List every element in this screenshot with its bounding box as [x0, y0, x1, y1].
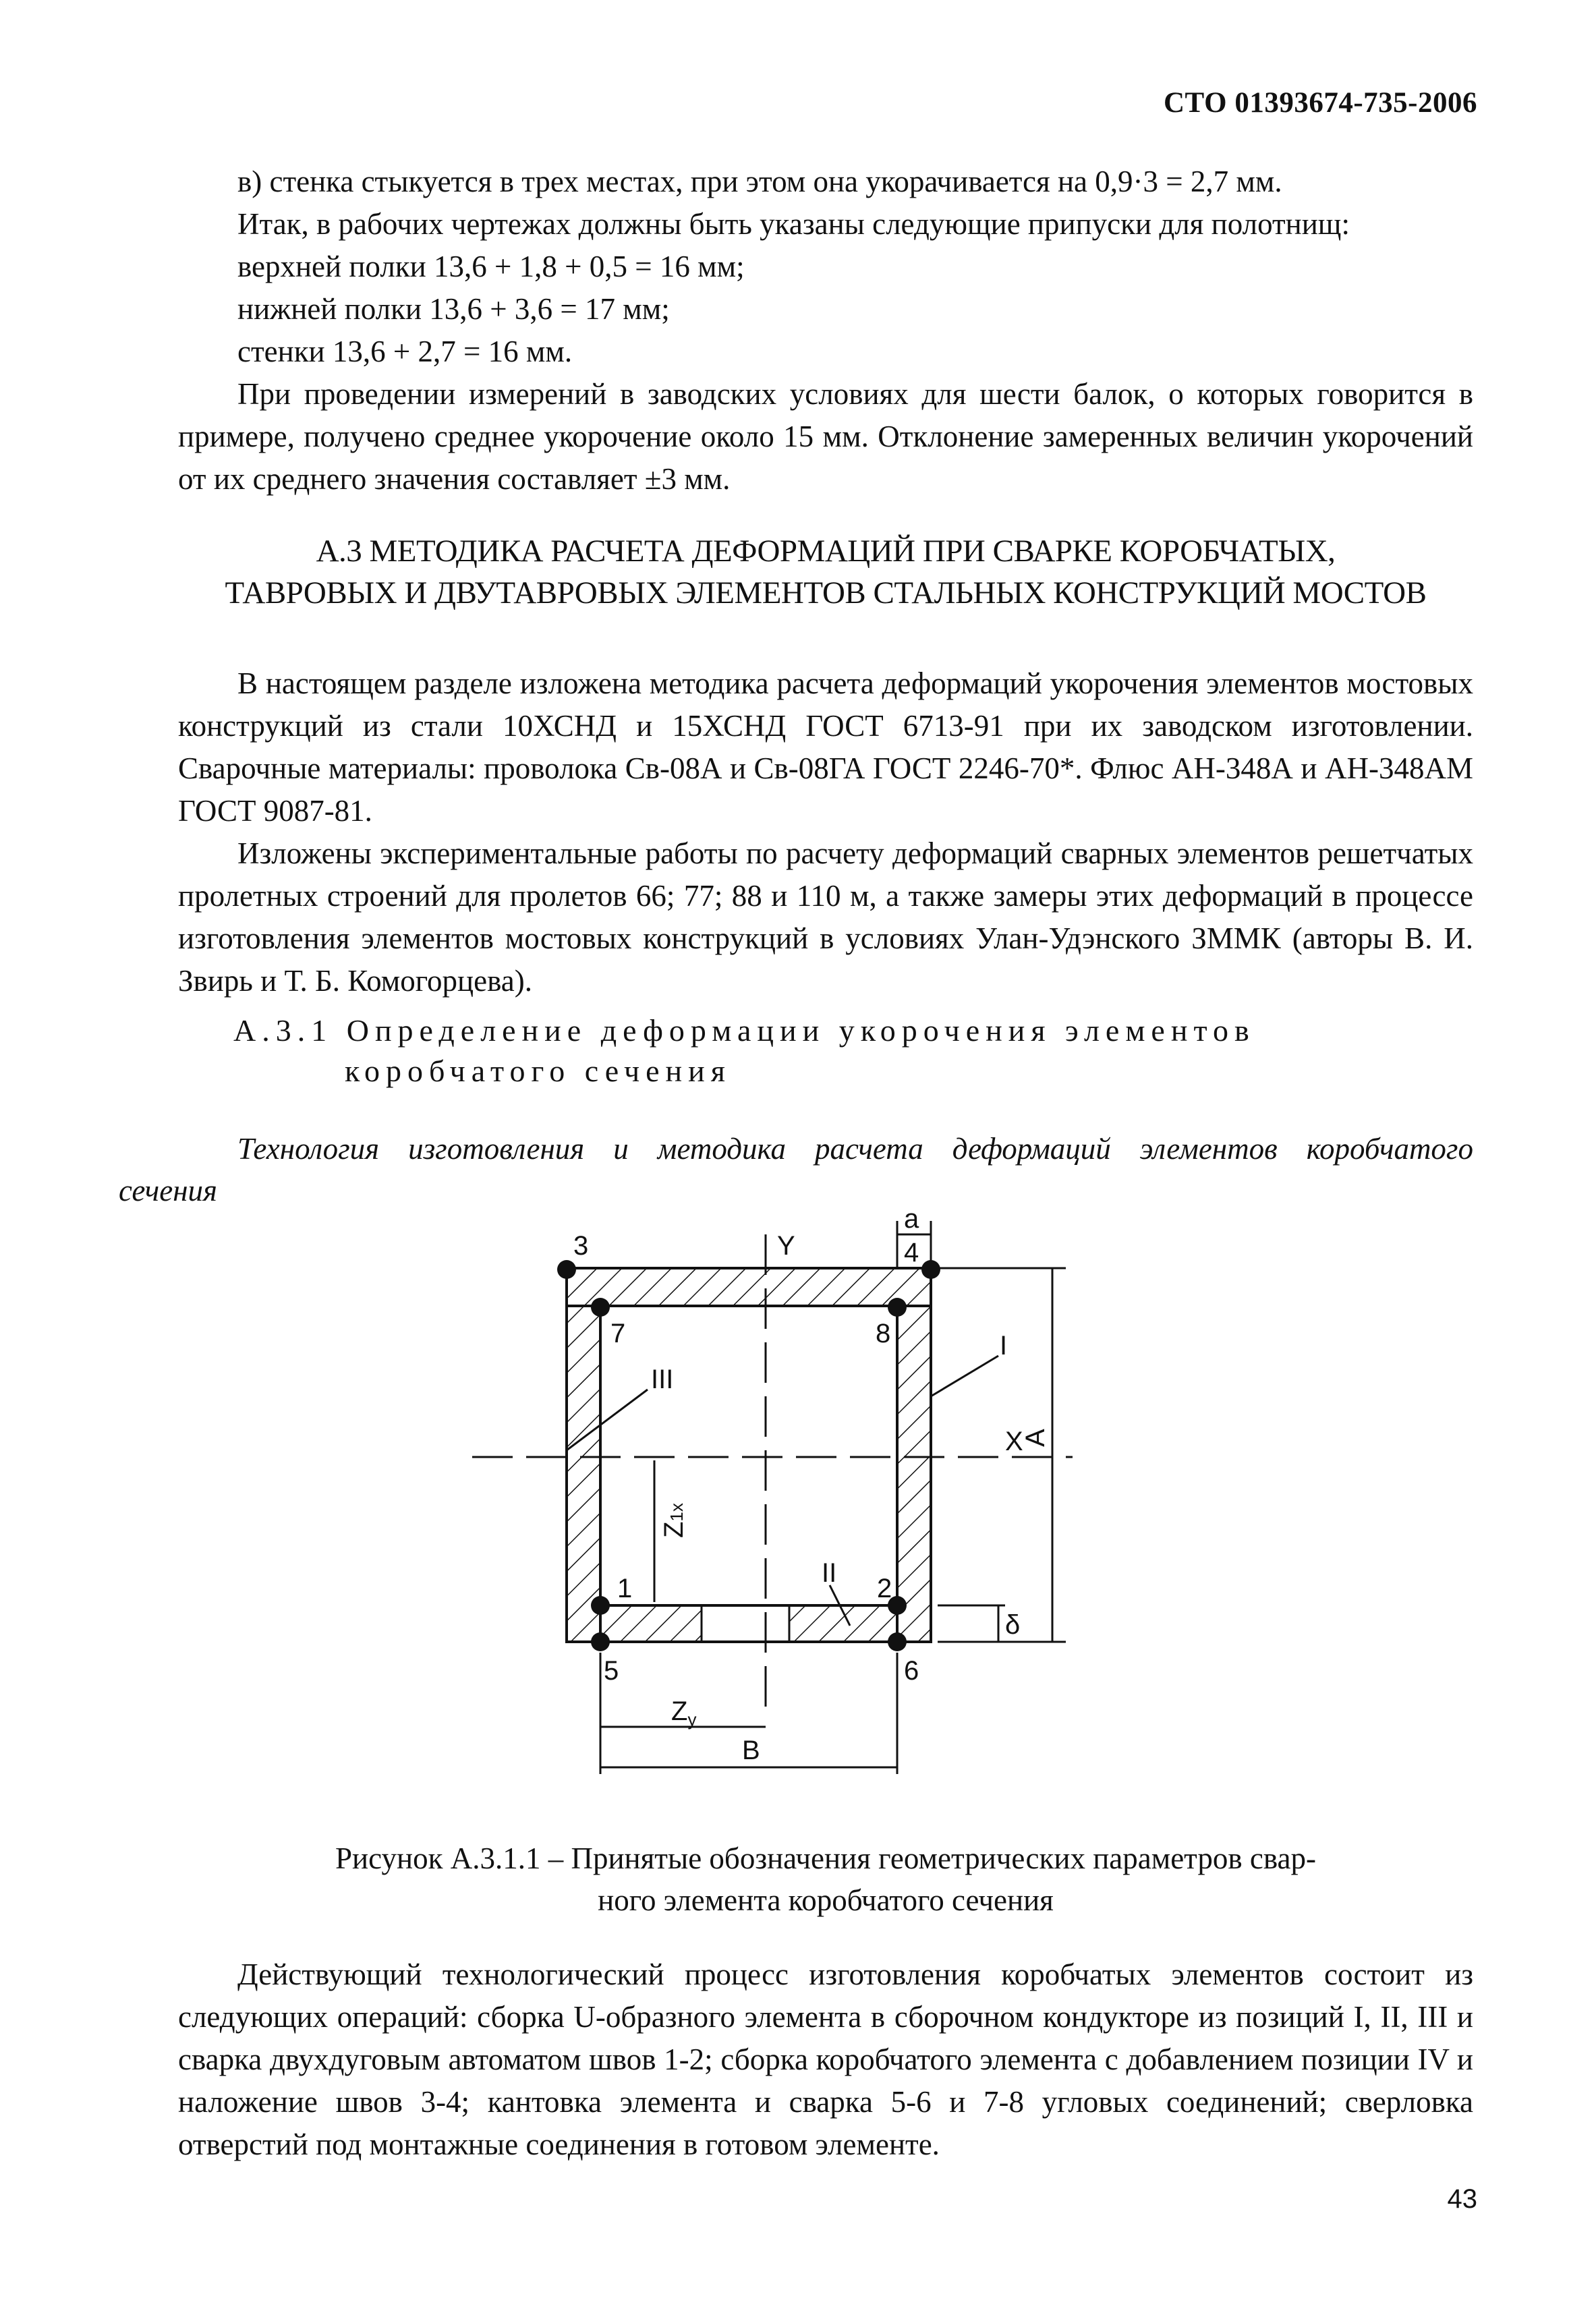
subsection-heading-line: коробчатого сечения [345, 1054, 731, 1088]
label-6: 6 [904, 1656, 919, 1686]
intro-line: верхней полки 13,6 + 1,8 + 0,5 = 16 мм; [237, 250, 745, 283]
axis-x-label: X [1005, 1427, 1023, 1456]
position-III: III [651, 1365, 674, 1394]
subsection-heading-line: А.3.1 Определение деформации укорочения элементов [233, 1013, 1255, 1048]
intro-line: Итак, в рабочих чертежах должны быть указаны следующие припуски для полотнищ: [237, 207, 1350, 241]
right-web [897, 1306, 931, 1642]
bottom-flange-gap [702, 1607, 789, 1640]
label-4: 4 [904, 1238, 919, 1267]
section-paragraph-1: В настоящем разделе изложена методика расчета деформаций укорочения элементов мостовых конструкций из стали 10ХСНД и 15ХСНД ГОСТ 6713-91 при их заводском изготовлении. Сварочные материалы: проволока Св-08А и Св-08ГА ГОСТ 2246-70*. Флюс АН-348А и АН-348АМ ГОСТ 9087-81. [178, 666, 1473, 828]
left-web [567, 1306, 600, 1642]
label-5: 5 [604, 1656, 619, 1686]
caption-line: Рисунок А.3.1.1 – Принятые обозначения геометрических параметров свар- [335, 1841, 1316, 1875]
page-number: 43 [1447, 2184, 1477, 2214]
section-title-line: А.3 МЕТОДИКА РАСЧЕТА ДЕФОРМАЦИЙ ПРИ СВАРКЕ КОРОБЧАТЫХ, [316, 534, 1336, 569]
section-paragraph-2: Изложены экспериментальные работы по расчету деформаций сварных элементов решетчатых пролетных строений для пролетов 66; 77; 88 и 110 м, а также замеры этих деформаций в процессе изготовления элементов мостовых конструкций в условиях Улан-Удэнского ЗММК (авторы В. И. Звирь и Т. Б. Комогорцева). [178, 836, 1473, 998]
intro-line: стенки 13,6 + 2,7 = 16 мм. [237, 335, 573, 368]
document-code: СТО 01393674-735-2006 [1163, 87, 1477, 119]
box-section-drawing [472, 1194, 1147, 1815]
italic-heading-line: сечения [119, 1174, 217, 1207]
intro-paragraph: При проведении измерений в заводских условиях для шести балок, о которых говорится в примере, получено среднее укорочение около 15 мм. Отклонение замеренных величин укорочений от их среднего значения составляет ±3 мм. [178, 377, 1473, 496]
dim-zy-label: $Z_y$ [671, 1696, 697, 1730]
intro-line: в) стенка стыкуется в трех местах, при этом она укорачивается на 0,9·3 = 2,7 мм. [237, 165, 1282, 198]
section-body [178, 662, 1473, 1002]
position-I: I [1000, 1331, 1008, 1361]
top-flange [567, 1268, 931, 1306]
dim-a-big-label: A [1021, 1429, 1050, 1447]
weld-3 [557, 1260, 576, 1279]
label-8: 8 [876, 1319, 891, 1348]
label-3: 3 [573, 1231, 589, 1261]
label-7: 7 [610, 1319, 626, 1348]
subsection-heading [233, 1010, 1255, 1091]
body-block [178, 1953, 1473, 2166]
weld-5 [591, 1632, 610, 1651]
weld-6 [888, 1632, 907, 1651]
dim-b-label: B [742, 1736, 760, 1765]
position-II: II [822, 1558, 837, 1588]
italic-heading-line: Технология изготовления и методика расчета деформаций элементов коробчатого [237, 1132, 1473, 1166]
weld-1 [591, 1596, 610, 1615]
dim-z1x-label: Z1x [659, 1503, 689, 1538]
caption-line: ного элемента коробчатого сечения [598, 1883, 1054, 1917]
intro-block [178, 161, 1473, 501]
section-title-line: ТАВРОВЫХ И ДВУТАВРОВЫХ ЭЛЕМЕНТОВ СТАЛЬНЫХ КОНСТРУКЦИЙ МОСТОВ [225, 575, 1427, 610]
axis-y-label: Y [777, 1231, 795, 1261]
weld-8 [888, 1298, 907, 1317]
weld-7 [591, 1298, 610, 1317]
section-title [178, 530, 1473, 614]
box-section-figure [472, 1194, 1147, 1815]
dim-delta-label: δ [1005, 1610, 1021, 1640]
intro-line: нижней полки 13,6 + 3,6 = 17 мм; [237, 292, 670, 326]
dim-a-small-label: a [904, 1204, 919, 1234]
label-1: 1 [617, 1574, 633, 1603]
label-2: 2 [877, 1574, 892, 1603]
figure-caption [178, 1837, 1473, 1921]
body-paragraph: Действующий технологический процесс изготовления коробчатых элементов состоит из следующих операций: сборка U-образного элемента в сборочном кондукторе из позиций I, II, III и сварка двухдуговым автоматом швов 1-2; сборка коробчатого элемента с добавлением позиции IV и наложение швов 3-4; кантовка элемента и сварка 5-6 и 7-8 угловых соединений; сверловка отверстий под монтажные соединения в готовом элементе. [178, 1958, 1473, 2161]
